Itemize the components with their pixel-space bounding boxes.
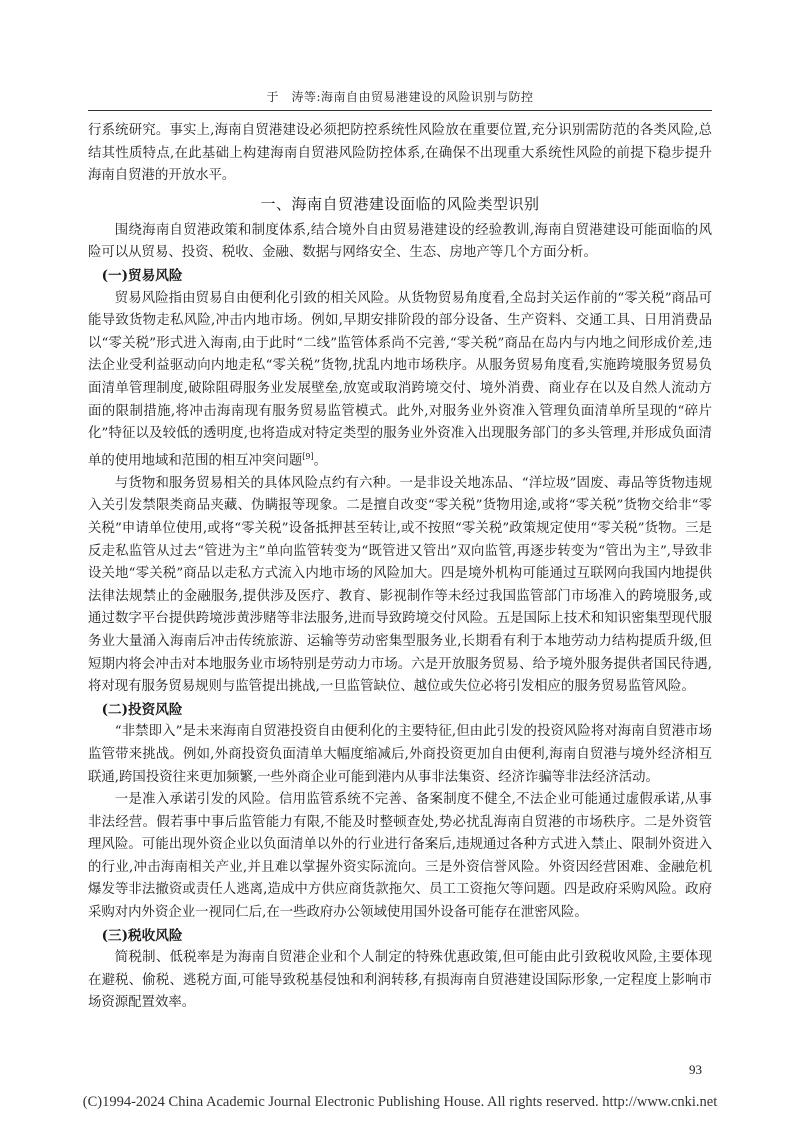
citation-ref: [9] (302, 451, 314, 461)
paragraph-investment-risk-points: 一是准入承诺引发的风险。信用监管系统不完善、备案制度不健全,不法企业可能通过虚假承诺,从事非法经营。假若事中事后监管能力有限,不能及时整顿查处,势必扰乱海南自贸港的市场秩序。二是外资管理风险。可能出现外资企业以负面清单以外的行业进行备案后,违规通过各种方式进入禁止、限制外资进入的行业,冲击海南相关产业,并且难以掌握外资实际流向。三是外资信誉风险。外资因经营困难、金融危机爆发等非法撤资或责任人逃离,造成中方供应商货款拖欠、员工工资拖欠等问题。四是政府采购风险。政府采购对内外资企业一视同仁后,在一些政府办公领域使用国外设备可能存在泄密风险。 (88, 792, 712, 921)
paragraph-trade-risk-points: 与货物和服务贸易相关的具体风险点约有六种。一是非设关地冻品、“洋垃圾”固废、毒品等货物违规入关引发禁限类商品夹藏、伪瞒报等现象。二是擅自改变“零关税”货物用途,或将“零关税”货物交给非“零关税”申请单位使用,或将“零关税”设备抵押甚至转让,或不按照“零关税”政策规定使用“零关税”货物。三是反走私监管从过去“管进为主”单向监管转变为“既管进又管出”双向监管,再逐步转变为“管出为主”,导致非设关地“零关税”商品以走私方式流入内地市场的风险加大。四是境外机构可能通过互联网向我国内地提供法律法规禁止的金融服务,提供涉及医疗、教育、影视制作等未经过我国监管部门市场准入的跨境服务,或通过数字平台提供跨境涉黄涉赌等非法服务,进而导致跨境交付风险。五是国际上技术和知识密集型现代服务业大量涌入海南后冲击传统旅游、运输等劳动密集型服务业,长期看有利于本地劳动力结构提质升级,但短期内将会冲击对本地服务业市场特别是劳动力市场。六是开放服务贸易、给予境外服务提供者国民待遇,将对现有服务贸易规则与监管提出挑战,一旦监管缺位、越位或失位必将引发相应的服务贸易监管风险。 (88, 475, 712, 695)
section-title: 一、海南自贸港建设面临的风险类型识别 (260, 194, 540, 213)
subsection-title-tax: (三)税收风险 (101, 927, 183, 944)
paragraph-investment-risk: “非禁即入”是未来海南自贸港投资自由便利化的主要特征,但由此引发的投资风险将对海南自贸港市场监管带来挑战。例如,外商投资负面清单大幅度缩减后,外商投资更加自由便利,海南自贸港与境外经济相互联通,跨国投资往来更加频繁,一些外商企业可能到港内从事非法集资、经济诈骗等非法经济活动。 (88, 724, 712, 785)
subsection-title-trade: (一)贸易风险 (101, 267, 183, 284)
paragraph-trade-risk (88, 288, 712, 473)
paragraph-intro: 围绕海南自贸港政策和制度体系,结合境外自由贸易港建设的经验教训,海南自贸港建设可能面临的风险可以从贸易、投资、税收、金融、数据与网络安全、生态、房地产等几个方面分析。 (88, 222, 712, 261)
paragraph-trade-risk-text: 贸易风险指由贸易自由便利化引致的相关风险。从货物贸易角度看,全岛封关运作前的“零关税”商品可能导致货物走私风险,冲击内地市场。例如,早期安排阶段的部分设备、生产资料、交通工具、日用消费品以“零关税”形式进入海南,由于此时“二线”监管体系尚不完善,“零关税”商品在岛内与内地之间形成价差,违法企业受利益驱动向内地走私“零关税”货物,扰乱内地市场秩序。从服务贸易角度看,实施跨境服务贸易负面清单管理制度,破除阻碍服务业发展壁垒,放宽或取消跨境交付、境外消费、商业存在以及自然人流动方面的限制措施,将冲击海南现有服务贸易监管模式。此外,对服务业外资准入管理负面清单所呈现的“碎片化”特征以及较低的透明度,也将造成对特定类型的服务业外资准入出现服务部门的多头管理,并形成负面清单的使用地域和范围的相互冲突问题 (88, 290, 712, 469)
running-header: 于 涛等:海南自由贸易港建设的风险识别与防控 (266, 90, 534, 104)
copyright-notice: (C)1994-2024 China Academic Journal Electronic Publishing House. All rights reserved. http://www.cnki.net (82, 1094, 718, 1110)
subsection-title-investment: (二)投资风险 (101, 701, 183, 718)
header-rule (88, 110, 712, 111)
page-number: 93 (689, 1062, 702, 1077)
paragraph-trade-risk-end: 。 (313, 453, 327, 469)
paragraph-continuation: 行系统研究。事实上,海南自贸港建设必须把防控系统性风险放在重要位置,充分识别需防范的各类风险,总结其性质特点,在此基础上构建海南自贸港风险防控体系,在确保不出现重大系统性风险的前提下稳步提升海南自贸港的开放水平。 (88, 123, 712, 184)
article-body (88, 120, 712, 1015)
paragraph-tax-risk: 简税制、低税率是为海南自贸港企业和个人制定的特殊优惠政策,但可能由此引致税收风险,主要体现在避税、偷税、逃税方面,可能导致税基侵蚀和利润转移,有损海南自贸港建设国际形象,一定程度上影响市场资源配置效率。 (88, 950, 712, 1011)
